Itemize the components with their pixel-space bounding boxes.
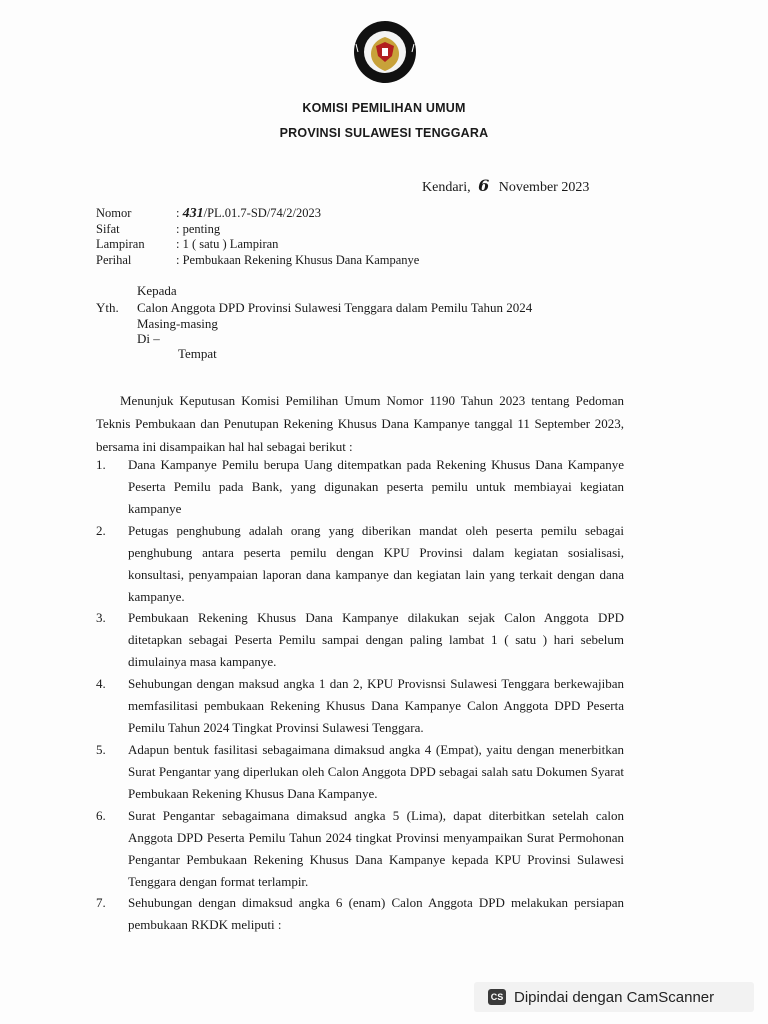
camscanner-watermark xyxy=(474,982,754,1012)
list-item: 3. Pembukaan Rekening Khusus Dana Kampanye dilakukan sejak Calon Anggota DPD ditetapkan sebagai Peserta Pemilu sampai dengan paling lambat 1 ( satu ) hari sebelum dimulainya masa kampanye. xyxy=(96,610,624,669)
header-subtitle: PROVINSI SULAWESI TENGGARA xyxy=(279,126,489,140)
intro-paragraph: Menunjuk Keputusan Komisi Pemilihan Umum Nomor 1190 Tahun 2023 tentang Pedoman Teknis Pembukaan dan Penutupan Rekening Khusus Dana Kampanye tanggal 11 September 2023, bersama ini disampaikan hal hal sebagai berikut : xyxy=(96,393,624,454)
list-item: 4. Sehubungan dengan maksud angka 1 dan 2, KPU Provisnsi Sulawesi Tenggara berkewajiban memfasilitasi pembukaan Rekening Khusus Dana Kampanye Calon Anggota DPD Peserta Pemilu Tahun 2024 Tingkat Provinsi Sulawesi Tenggara. xyxy=(96,676,624,735)
nomor-handwritten: 431 xyxy=(182,206,204,221)
list-item: 6. Surat Pengantar sebagaimana dimaksud angka 5 (Lima), dapat diterbitkan setelah calon Anggota DPD Peserta Pemilu Tahun 2024 tingkat Provinsi menyampaikan Surat Permohonan Pengantar Pembukaan Rekening Khusus Dana Kampanye kepada KPU Provinsi Sulawesi Tenggara dengan format terlampir. xyxy=(96,808,624,889)
camscanner-icon: CS xyxy=(488,989,506,1005)
recipient-line: Calon Anggota DPD Provinsi Sulawesi Tenggara dalam Pemilu Tahun 2024 xyxy=(137,300,533,315)
list-item: 2. Petugas penghubung adalah orang yang diberikan mandat oleh peserta pemilu sebagai penghubung antara peserta pemilu dengan KPU Provinsi dalam kegiatan sosialisasi, konsultasi, penyampaian laporan dana kampanye dan kegiatan lain yang terkait dengan dana kampanye. xyxy=(96,523,624,604)
letter-date xyxy=(422,176,589,196)
list-item: 7. Sehubungan dengan dimaksud angka 6 (enam) Calon Anggota DPD melakukan persiapan pembukaan RKDK meliputi : xyxy=(96,895,624,932)
list-item: 1. Dana Kampanye Pemilu berupa Uang ditempatkan pada Rekening Khusus Dana Kampanye Peserta Pemilu pada Bank, yang digunakan peserta pemilu untuk membiayai kegiatan kampanye xyxy=(96,457,624,516)
list-item: 5. Adapun bentuk fasilitasi sebagaimana dimaksud angka 4 (Empat), yaitu dengan menerbitkan Surat Pengantar yang diperlukan oleh Calon Anggota DPD sebagai salah satu Dokumen Syarat Pembukaan Rekening Khusus Dana Kampanye. xyxy=(96,742,624,801)
meta-perihal: Perihal : Pembukaan Rekening Khusus Dana Kampanye xyxy=(96,252,420,267)
recipient-di: Di – xyxy=(137,331,160,346)
recipient-masing: Masing-masing xyxy=(137,316,218,331)
meta-sifat: Sifat : penting xyxy=(96,221,221,236)
date-month-year: November 2023 xyxy=(498,180,590,195)
meta-lampiran: Lampiran : 1 ( satu ) Lampiran xyxy=(96,237,279,251)
kpu-logo-icon xyxy=(352,18,418,86)
date-day: 6 xyxy=(478,176,490,195)
camscanner-label: Dipindai dengan CamScanner xyxy=(514,988,715,1006)
letter-meta xyxy=(96,206,419,268)
date-city: Kendari, xyxy=(422,180,471,195)
recipient-tempat: Tempat xyxy=(178,346,217,361)
header-title: KOMISI PEMILIHAN UMUM xyxy=(302,101,466,115)
recipient-yth: Yth. xyxy=(96,300,119,315)
recipient-kepada: Kepada xyxy=(137,283,177,298)
meta-nomor: Nomor : 431/PL.01.7-SD/74/2/2023 xyxy=(96,206,321,221)
